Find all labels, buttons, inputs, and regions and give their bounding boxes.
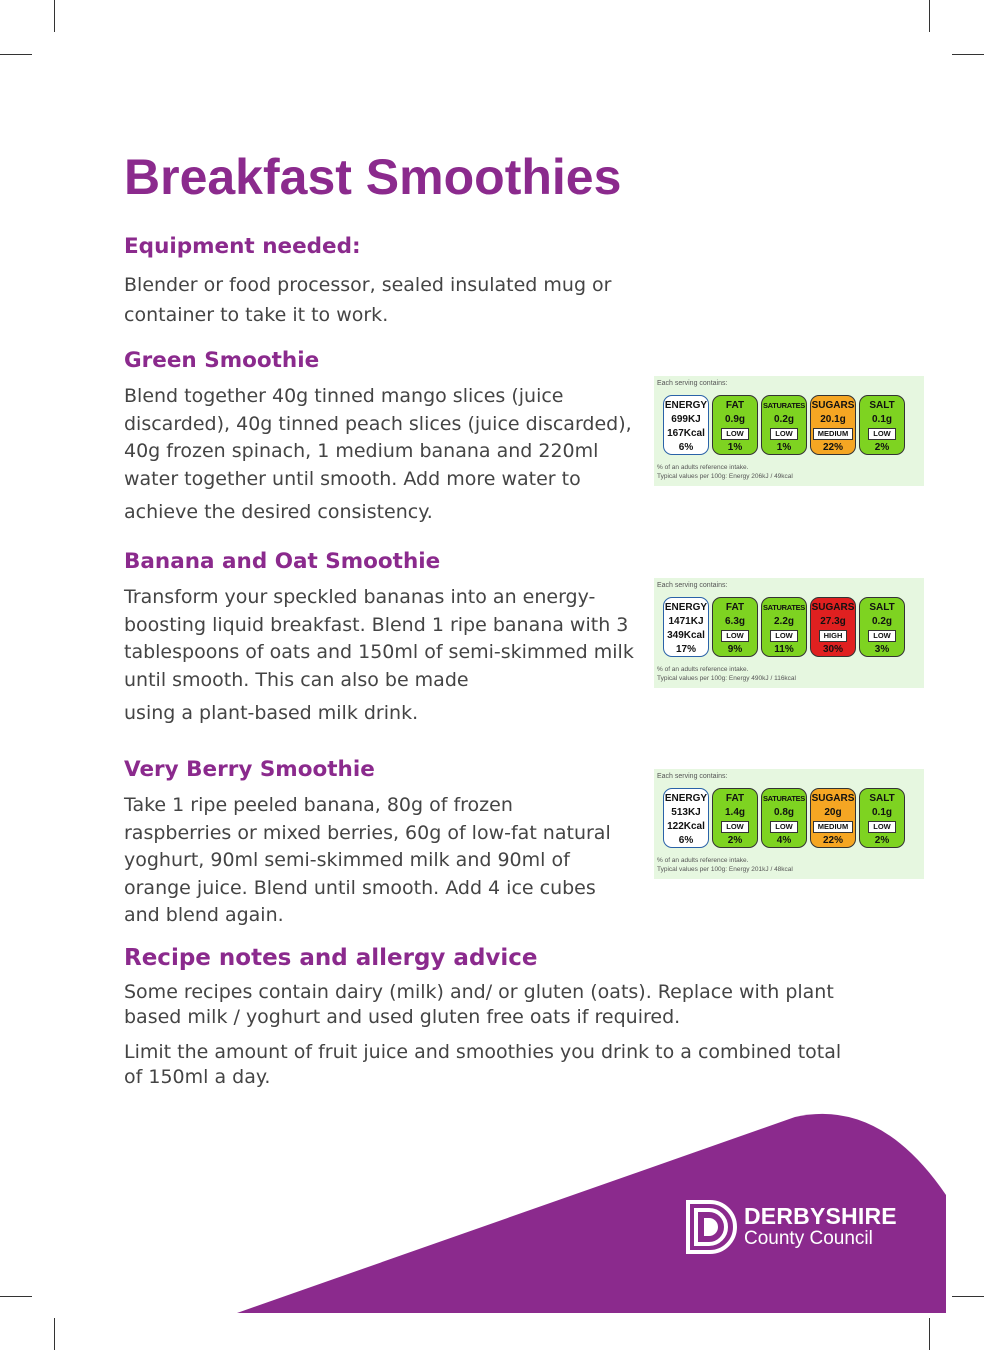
nutrient-name: SALT <box>869 793 895 804</box>
nutrient-pct: 30% <box>822 644 843 655</box>
nutrient-value: 1.4g <box>724 807 745 818</box>
nutrient-pct: 22% <box>822 442 843 453</box>
text-line: Blend together 40g tinned mango slices (juice <box>124 385 564 407</box>
text-line: Take 1 ripe peeled banana, 80g of frozen <box>124 794 513 816</box>
text-line: Transform your speckled bananas into an energy- <box>124 586 596 608</box>
nutrient-name: SATURATES <box>762 401 806 410</box>
nutrient-pct: 11% <box>774 644 794 655</box>
nutrient-value: 6.3g <box>724 616 745 627</box>
nutrient-level: LOW <box>721 428 749 440</box>
nutrient-name: SATURATES <box>762 603 806 612</box>
text-line: boosting liquid breakfast. Blend 1 ripe banana with 3 <box>124 613 629 636</box>
nutrient-value: 20.1g <box>820 414 846 425</box>
derbyshire-logo <box>686 1200 897 1254</box>
nutrient-value: 2.2g <box>773 616 794 627</box>
nutrient-value: 0.9g <box>724 414 745 425</box>
nutrient-name: FAT <box>725 602 745 613</box>
label-caption: Each serving contains: <box>657 773 728 780</box>
nutrient-value: 0.1g <box>871 414 892 425</box>
nutrient-level: LOW <box>868 428 896 440</box>
derbyshire-d-logo-icon <box>686 1200 738 1254</box>
nutrient-name: SALT <box>869 602 895 613</box>
nutrient-level: MEDIUM <box>813 821 853 833</box>
footer-line: % of an adults reference intake. <box>657 857 749 864</box>
page-title: Breakfast Smoothies <box>124 149 622 205</box>
energy-name: ENERGY <box>664 400 708 411</box>
energy-kcal: 349Kcal <box>667 630 705 641</box>
text-line: discarded), 40g tinned peach slices (juice discarded), <box>124 412 632 435</box>
nutrient-level: LOW <box>770 821 798 833</box>
nutrient-level: LOW <box>721 630 749 642</box>
energy-pct: 17% <box>675 644 696 655</box>
nutrient-name: FAT <box>725 400 745 411</box>
nutrient-level: MEDIUM <box>813 428 853 440</box>
energy-name: ENERGY <box>664 793 708 804</box>
nutrient-pct: 1% <box>727 442 743 453</box>
footer-line: % of an adults reference intake. <box>657 666 749 673</box>
nutrient-name: SUGARS <box>811 602 855 613</box>
text-line: Limit the amount of fruit juice and smoothies you drink to a combined total <box>124 1041 842 1063</box>
nutrient-name: SUGARS <box>811 793 855 804</box>
nutrient-pct: 4% <box>776 835 792 846</box>
text-line: orange juice. Blend until smooth. Add 4 ice cubes <box>124 876 596 899</box>
logo-line-2: County Council <box>744 1228 873 1249</box>
nutrient-name: FAT <box>725 793 745 804</box>
nutrient-value: 0.2g <box>773 414 794 425</box>
nutrient-value: 0.2g <box>871 616 892 627</box>
nutrient-pct: 22% <box>822 835 843 846</box>
energy-pct: 6% <box>678 835 694 846</box>
nutrient-pct: 2% <box>874 835 890 846</box>
text-line: using a plant-based milk drink. <box>124 702 419 724</box>
energy-kj: 1471KJ <box>668 616 704 627</box>
nutrient-name: SALT <box>869 400 895 411</box>
energy-kj: 699KJ <box>671 414 701 425</box>
nutrient-name: SATURATES <box>762 794 806 803</box>
recipe-heading-berry: Very Berry Smoothie <box>124 757 375 782</box>
nutrient-pct: 1% <box>776 442 792 453</box>
text-line: based milk / yoghurt and used gluten free oats if required. <box>124 1006 681 1028</box>
energy-pct: 6% <box>678 442 694 453</box>
energy-name: ENERGY <box>664 602 708 613</box>
text-line: Some recipes contain dairy (milk) and/ or gluten (oats). Replace with plant <box>124 981 834 1003</box>
text-line: water together until smooth. Add more water to <box>124 467 581 490</box>
nutrient-level: LOW <box>868 630 896 642</box>
text-line: 40g frozen spinach, 1 medium banana and 220ml <box>124 440 599 462</box>
footer-line: % of an adults reference intake. <box>657 464 749 471</box>
nutrient-pct: 2% <box>727 835 743 846</box>
text-line: of 150ml a day. <box>124 1066 271 1088</box>
label-caption: Each serving contains: <box>657 582 728 589</box>
text-line: Blender or food processor, sealed insulated mug or <box>124 274 612 296</box>
nutrient-pct: 3% <box>874 644 890 655</box>
text-line: yoghurt, 90ml semi-skimmed milk and 90ml of <box>124 849 570 871</box>
equipment-heading: Equipment needed: <box>124 234 361 259</box>
energy-kcal: 122Kcal <box>667 821 705 832</box>
nutrient-pct: 2% <box>874 442 890 453</box>
footer-line: Typical values per 100g: Energy 201kJ / 48kcal <box>657 866 793 873</box>
nutrient-pct: 9% <box>727 644 743 655</box>
notes-heading: Recipe notes and allergy advice <box>124 945 538 971</box>
text-line: container to take it to work. <box>124 304 389 326</box>
nutrient-level: LOW <box>770 428 798 440</box>
text-line: tablespoons of oats and 150ml of semi-skimmed milk <box>124 641 634 663</box>
nutrient-level: HIGH <box>819 630 848 642</box>
nutrient-level: LOW <box>721 821 749 833</box>
text-line: and blend again. <box>124 904 284 926</box>
nutrient-value: 0.1g <box>871 807 892 818</box>
energy-kcal: 167Kcal <box>667 428 705 439</box>
nutrient-value: 27.3g <box>820 616 846 627</box>
nutrient-name: SUGARS <box>811 400 855 411</box>
footer-line: Typical values per 100g: Energy 206kJ / 49kcal <box>657 473 793 480</box>
text-line: raspberries or mixed berries, 60g of low-fat natural <box>124 821 611 844</box>
nutrient-value: 0.8g <box>773 807 794 818</box>
recipe-heading-green: Green Smoothie <box>124 348 320 373</box>
logo-line-1: DERBYSHIRE <box>744 1203 897 1229</box>
recipe-heading-banana: Banana and Oat Smoothie <box>124 549 441 574</box>
nutrient-level: LOW <box>770 630 798 642</box>
text-line: until smooth. This can also be made <box>124 668 469 691</box>
text-line: achieve the desired consistency. <box>124 501 433 523</box>
nutrient-value: 20g <box>824 807 842 818</box>
energy-kj: 513KJ <box>671 807 701 818</box>
label-caption: Each serving contains: <box>657 380 728 387</box>
nutrient-level: LOW <box>868 821 896 833</box>
footer-line: Typical values per 100g: Energy 490kJ / 116kcal <box>657 675 796 682</box>
